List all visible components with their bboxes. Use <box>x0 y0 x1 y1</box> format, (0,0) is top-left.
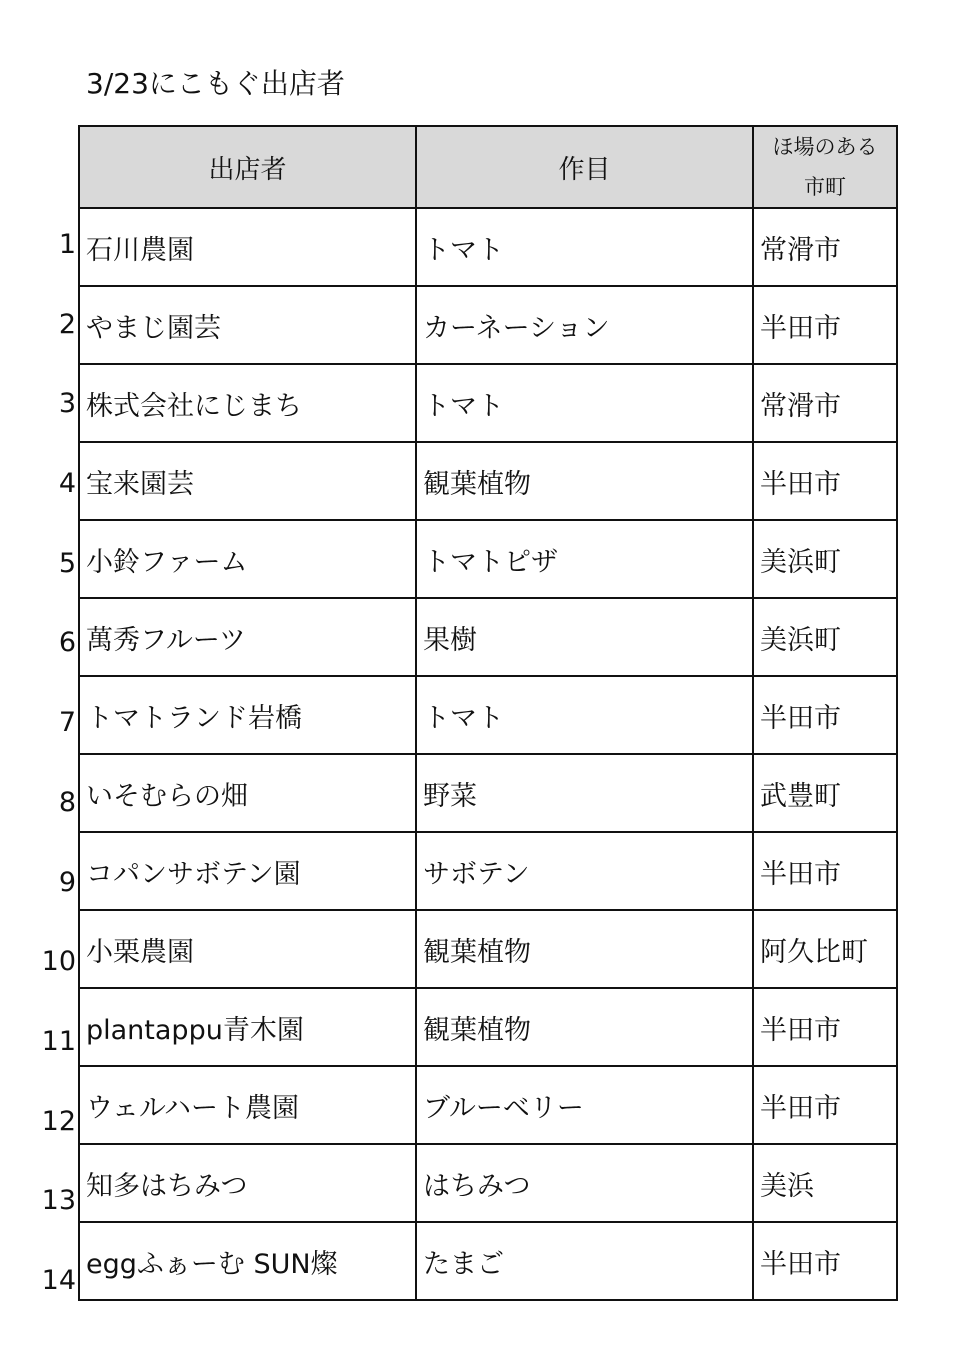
city-cell: 半田市 <box>753 832 897 910</box>
city-cell: 武豊町 <box>753 754 897 832</box>
row-number: 8 <box>58 786 76 818</box>
crop-cell: ブルーベリー <box>416 1066 753 1144</box>
crop-cell: サボテン <box>416 832 753 910</box>
vendor-cell: eggふぁーむ SUN燦 <box>79 1222 416 1300</box>
vendor-cell: やまじ園芸 <box>79 286 416 364</box>
row-number-column <box>30 205 76 1321</box>
table-row <box>79 286 897 364</box>
city-cell: 半田市 <box>753 988 897 1066</box>
header-crop: 作目 <box>416 126 753 208</box>
vendor-table <box>78 125 898 1301</box>
crop-cell: トマト <box>416 676 753 754</box>
crop-cell: はちみつ <box>416 1144 753 1222</box>
city-cell: 半田市 <box>753 1222 897 1300</box>
header-vendor: 出店者 <box>79 126 416 208</box>
row-number: 13 <box>41 1185 76 1217</box>
document-title: 3/23にこもぐ出店者 <box>86 67 345 100</box>
vendor-cell: 宝来園芸 <box>79 442 416 520</box>
table-row <box>79 754 897 832</box>
row-number: 11 <box>41 1025 76 1057</box>
vendor-cell: 石川農園 <box>79 208 416 286</box>
row-number: 4 <box>58 468 76 500</box>
row-number: 5 <box>58 547 76 579</box>
city-cell: 半田市 <box>753 676 897 754</box>
crop-cell: 野菜 <box>416 754 753 832</box>
city-cell: 阿久比町 <box>753 910 897 988</box>
row-number: 7 <box>58 707 76 739</box>
city-cell: 美浜町 <box>753 520 897 598</box>
row-number: 10 <box>41 946 76 978</box>
table-row <box>79 364 897 442</box>
crop-cell: トマト <box>416 364 753 442</box>
crop-cell: 観葉植物 <box>416 988 753 1066</box>
crop-cell: トマトピザ <box>416 520 753 598</box>
header-city <box>753 126 897 208</box>
header-city-line1: ほ場のある <box>772 135 878 159</box>
crop-cell: 果樹 <box>416 598 753 676</box>
city-cell: 美浜町 <box>753 598 897 676</box>
vendor-cell: いそむらの畑 <box>79 754 416 832</box>
table-row <box>79 1222 897 1300</box>
vendor-cell: トマトランド岩橋 <box>79 676 416 754</box>
row-number: 14 <box>41 1264 76 1296</box>
vendor-cell: ウェルハート農園 <box>79 1066 416 1144</box>
city-cell: 常滑市 <box>753 364 897 442</box>
crop-cell: カーネーション <box>416 286 753 364</box>
table-row <box>79 676 897 754</box>
table-row <box>79 910 897 988</box>
table-header-row <box>79 126 897 208</box>
city-cell: 半田市 <box>753 442 897 520</box>
table-row <box>79 598 897 676</box>
vendor-cell: 小栗農園 <box>79 910 416 988</box>
row-number: 9 <box>58 866 76 898</box>
city-cell: 半田市 <box>753 286 897 364</box>
vendor-cell: 萬秀フルーツ <box>79 598 416 676</box>
row-number: 6 <box>58 627 76 659</box>
crop-cell: 観葉植物 <box>416 910 753 988</box>
table-row <box>79 1066 897 1144</box>
crop-cell: トマト <box>416 208 753 286</box>
header-city-line2: 市町 <box>804 175 846 199</box>
table-row <box>79 208 897 286</box>
vendor-cell: plantappu青木園 <box>79 988 416 1066</box>
row-number: 3 <box>58 388 76 420</box>
table-row <box>79 832 897 910</box>
city-cell: 半田市 <box>753 1066 897 1144</box>
table-row <box>79 520 897 598</box>
vendor-cell: 株式会社にじまち <box>79 364 416 442</box>
table-row <box>79 1144 897 1222</box>
crop-cell: たまご <box>416 1222 753 1300</box>
vendor-cell: コパンサボテン園 <box>79 832 416 910</box>
vendor-cell: 小鈴ファーム <box>79 520 416 598</box>
city-cell: 常滑市 <box>753 208 897 286</box>
table-row <box>79 988 897 1066</box>
crop-cell: 観葉植物 <box>416 442 753 520</box>
row-number: 2 <box>58 308 76 340</box>
city-cell: 美浜 <box>753 1144 897 1222</box>
table-row <box>79 442 897 520</box>
row-number: 1 <box>58 229 76 260</box>
vendor-cell: 知多はちみつ <box>79 1144 416 1222</box>
row-number: 12 <box>41 1105 76 1137</box>
